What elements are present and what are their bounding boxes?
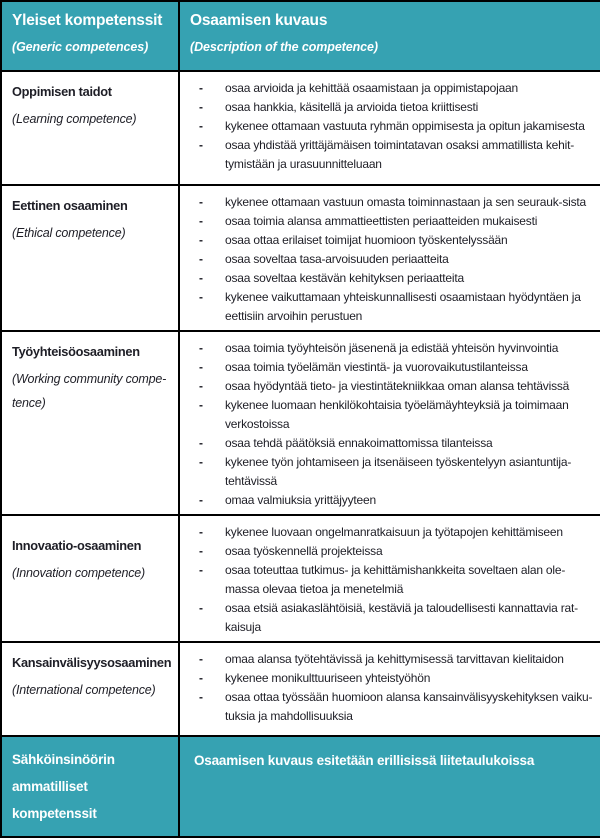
- competence-name-en: (Innovation competence): [12, 566, 145, 580]
- bullet-item: [180, 358, 596, 377]
- header-subtitle-en: (Description of the competence): [190, 40, 378, 54]
- footer-title-line: Sähköinsinöörin: [12, 752, 115, 767]
- table-row-learning: [1, 71, 600, 185]
- bullet-item: [180, 688, 596, 726]
- bullet-item: [180, 269, 596, 288]
- footer-cell-description: [179, 736, 600, 837]
- bullet-item: [180, 396, 596, 434]
- bullet-text: kykenee työn johtamiseen ja itsenäiseen työskentelyyn asiantuntija-tehtävissä: [225, 455, 572, 488]
- bullet-text: kykenee ottamaan vastuun omasta toiminnastaan ja sen seurauk-sista: [225, 195, 587, 209]
- bullet-dash: -: [199, 195, 203, 209]
- bullet-item: [180, 491, 596, 510]
- competence-description-cell: [179, 185, 600, 331]
- footer-title-lines: [12, 751, 172, 823]
- bullet-dash: -: [199, 601, 203, 615]
- bullet-text: osaa arvioida ja kehittää osaamistaan ja oppimistapojaan: [225, 81, 518, 95]
- table-row-ethical: [1, 185, 600, 331]
- footer-cell-professional-competences: [1, 736, 179, 837]
- bullet-text: omaa alansa työtehtävissä ja kehittymisessä tarvittavan kielitaidon: [225, 652, 564, 666]
- bullet-dash: -: [199, 271, 203, 285]
- bullet-text: osaa tehdä päätöksiä ennakoimattomissa tilanteissa: [225, 436, 493, 450]
- competence-name-cell: [1, 331, 179, 515]
- bullet-text: osaa toimia alansa ammattieettisten periaatteiden mukaisesti: [225, 214, 538, 228]
- bullet-item: [180, 542, 596, 561]
- competence-name-en: (Ethical competence): [12, 226, 126, 240]
- bullet-dash: -: [199, 671, 203, 685]
- bullet-item: [180, 288, 596, 326]
- bullet-dash: -: [199, 360, 203, 374]
- bullet-dash: -: [199, 81, 203, 95]
- competence-name-fi: Eettinen osaaminen: [12, 198, 128, 213]
- bullet-text: osaa ottaa erilaiset toimijat huomioon työskentelyssään: [225, 233, 508, 247]
- competence-name-fi: Kansainvälisyysosaaminen: [12, 655, 172, 670]
- header-cell-generic-competences: [1, 1, 179, 71]
- bullet-dash: -: [199, 252, 203, 266]
- competence-name-en: (International competence): [12, 683, 156, 697]
- bullet-text: osaa soveltaa kestävän kehityksen periaatteita: [225, 271, 464, 285]
- bullet-item: [180, 377, 596, 396]
- bullet-list: [180, 523, 596, 637]
- bullet-text: osaa etsiä asiakaslähtöisiä, kestäviä ja taloudellisesti kannattavia rat-kaisuja: [225, 601, 578, 634]
- bullet-dash: -: [199, 493, 203, 507]
- bullet-dash: -: [199, 544, 203, 558]
- bullet-text: osaa hankkia, käsitellä ja arvioida tietoa kriittisesti: [225, 100, 479, 114]
- bullet-text: osaa hyödyntää tieto- ja viestintätekniikkaa oman alansa tehtävissä: [225, 379, 570, 393]
- competence-name-fi: Innovaatio-osaaminen: [12, 538, 142, 553]
- competence-name-cell: [1, 642, 179, 736]
- bullet-item: [180, 117, 596, 136]
- bullet-item: [180, 339, 596, 358]
- competence-name-fi: Oppimisen taidot: [12, 84, 112, 99]
- bullet-dash: -: [199, 138, 203, 152]
- bullet-dash: -: [199, 119, 203, 133]
- competence-description-cell: [179, 331, 600, 515]
- bullet-item: [180, 231, 596, 250]
- table-footer-row: [1, 736, 600, 837]
- competence-name-cell: [1, 185, 179, 331]
- bullet-text: osaa toimia työyhteisön jäsenenä ja edistää yhteisön hyvinvointia: [225, 341, 559, 355]
- bullet-dash: -: [199, 563, 203, 577]
- bullet-item: [180, 434, 596, 453]
- bullet-dash: -: [199, 525, 203, 539]
- table-row-international: [1, 642, 600, 736]
- bullet-dash: -: [199, 455, 203, 469]
- bullet-text: omaa valmiuksia yrittäjyyteen: [225, 493, 376, 507]
- bullet-dash: -: [199, 290, 203, 304]
- competence-name-fi: Työyhteisöosaaminen: [12, 344, 140, 359]
- bullet-text: osaa työskennellä projekteissa: [225, 544, 383, 558]
- competence-description-cell: [179, 515, 600, 642]
- bullet-dash: -: [199, 652, 203, 666]
- header-title-fi: Osaamisen kuvaus: [190, 12, 328, 29]
- bullet-text: osaa yhdistää yrittäjämäisen toimintatavan osaksi ammatillista kehit-tymistään ja urasuunnitteluaan: [225, 138, 575, 171]
- competence-description-cell: [179, 642, 600, 736]
- bullet-list: [180, 193, 596, 326]
- bullet-item: [180, 193, 596, 212]
- bullet-item: [180, 561, 596, 599]
- bullet-item: [180, 599, 596, 637]
- footer-title-line: ammatilliset: [12, 779, 88, 794]
- bullet-item: [180, 136, 596, 174]
- bullet-dash: -: [199, 690, 203, 704]
- bullet-item: [180, 650, 596, 669]
- bullet-list: [180, 650, 596, 726]
- bullet-text: kykenee luovaan ongelmanratkaisuun ja työtapojen kehittämiseen: [225, 525, 563, 539]
- table-header-row: [1, 1, 600, 71]
- bullet-dash: -: [199, 233, 203, 247]
- table-row-innovation: [1, 515, 600, 642]
- competence-description-cell: [179, 71, 600, 185]
- bullet-text: osaa toimia työelämän viestintä- ja vuorovaikutustilanteissa: [225, 360, 528, 374]
- bullet-text: kykenee luomaan henkilökohtaisia työelämäyhteyksiä ja toimimaan verkostoissa: [225, 398, 569, 431]
- footer-title-line: kompetenssit: [12, 806, 97, 821]
- bullet-text: osaa ottaa työssään huomioon alansa kansainvälisyyskehityksen vaiku-tuksia ja mahdollisuuksia: [225, 690, 593, 723]
- competence-name-en: (Working community compe-tence): [12, 372, 167, 410]
- footer-description-text: Osaamisen kuvaus esitetään erillisissä liitetaulukoissa: [194, 753, 535, 768]
- bullet-item: [180, 453, 596, 491]
- bullet-list: [180, 339, 596, 510]
- header-title-fi: Yleiset kompetenssit: [12, 12, 163, 29]
- bullet-dash: -: [199, 379, 203, 393]
- bullet-dash: -: [199, 398, 203, 412]
- bullet-text: osaa soveltaa tasa-arvoisuuden periaatteita: [225, 252, 449, 266]
- header-cell-description: [179, 1, 600, 71]
- bullet-item: [180, 212, 596, 231]
- bullet-item: [180, 523, 596, 542]
- bullet-item: [180, 669, 596, 688]
- bullet-item: [180, 250, 596, 269]
- bullet-dash: -: [199, 100, 203, 114]
- bullet-text: kykenee monikulttuuriseen yhteistyöhön: [225, 671, 431, 685]
- competence-name-en: (Learning competence): [12, 112, 137, 126]
- bullet-dash: -: [199, 436, 203, 450]
- competence-name-cell: [1, 515, 179, 642]
- table-row-working-community: [1, 331, 600, 515]
- bullet-item: [180, 79, 596, 98]
- bullet-text: kykenee ottamaan vastuuta ryhmän oppimisesta ja opitun jakamisesta: [225, 119, 585, 133]
- competence-name-cell: [1, 71, 179, 185]
- bullet-dash: -: [199, 214, 203, 228]
- bullet-dash: -: [199, 341, 203, 355]
- header-subtitle-en: (Generic competences): [12, 40, 149, 54]
- bullet-item: [180, 98, 596, 117]
- bullet-list: [180, 79, 596, 174]
- bullet-text: osaa toteuttaa tutkimus- ja kehittämishankkeita soveltaen alan ole-massa olevaa tietoa ja menetelmiä: [225, 563, 566, 596]
- bullet-text: kykenee vaikuttamaan yhteiskunnallisesti osaamistaan hyödyntäen ja eettisiin arvoihin perustuen: [225, 290, 581, 323]
